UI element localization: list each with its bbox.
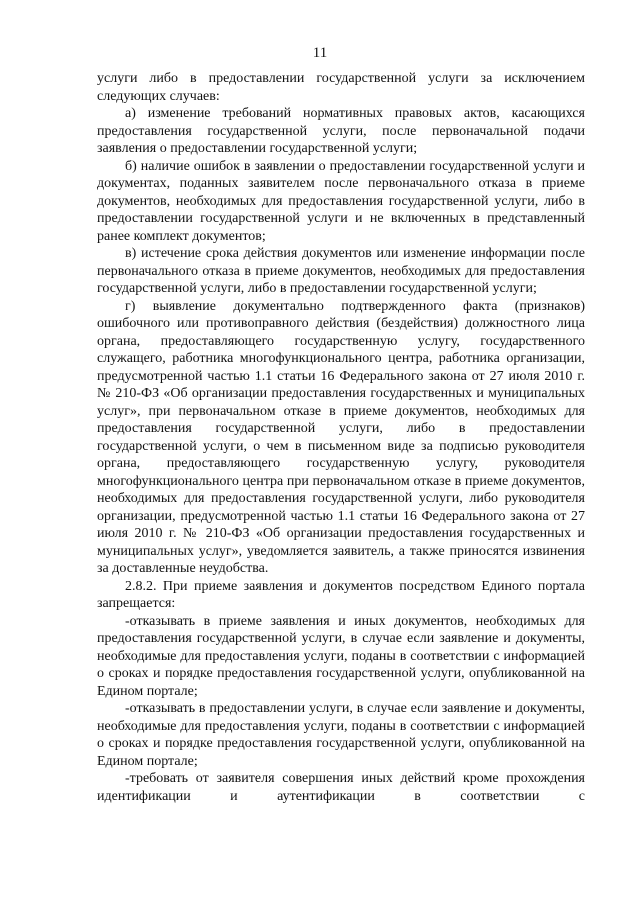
paragraph-continuation: услуги либо в предоставлении государственной услуги за исключением следующих случаев: [97, 71, 585, 104]
document-body [97, 70, 585, 805]
paragraph-section-2-8-2: 2.8.2. При приеме заявления и документов посредством Единого портала запрещается: [97, 578, 585, 611]
page-number: 11 [312, 45, 328, 61]
paragraph-prohibition-2: -отказывать в предоставлении услуги, в случае если заявление и документы, необходимые для предоставления услуги, поданы в соответствии с информацией о сроках и порядке предоставления государственной услуги, опубликованной на Едином портале; [97, 701, 585, 769]
paragraph-prohibition-3: -требовать от заявителя совершения иных действий кроме прохождения идентификации и аутентификации в соответствии с [97, 771, 585, 804]
paragraph-prohibition-1: -отказывать в приеме заявления и иных документов, необходимых для предоставления государственной услуги, в случае если заявление и документы, необходимые для предоставления услуги, поданы в соответствии с информацией о сроках и порядке предоставления государственной услуги, опубликованной на Едином портале; [97, 613, 585, 699]
paragraph-item-g: г) выявление документально подтвержденного факта (признаков) ошибочного или противоправного действия (бездействия) должностного лица органа, предоставляющего государственную услугу, государственного служащего, работника многофункционального центра, работника организации, предусмотренной частью 1.1 статьи 16 Федерального закона от 27 июля 2010 г. № 210-ФЗ «Об организации предоставления государственных и муниципальных услуг», при первоначальном отказе в приеме документов, необходимых для предоставления государственной услуги, либо в предоставлении государственной услуги, о чем в письменном виде за подписью руководителя органа, предоставляющего государственную услугу, руководителя многофункционального центра при первоначальном отказе в приеме документов, необходимых для предоставления государственной услуги, либо руководителя организации, предусмотренной частью 1.1 статьи 16 Федерального закона от 27 июля 2010 г. № 210-ФЗ «Об организации предоставления государственных и муниципальных услуг», уведомляется заявитель, а также приносятся извинения за доставленные неудобства. [97, 298, 585, 576]
paragraph-item-v: в) истечение срока действия документов или изменение информации после первоначального отказа в приеме документов, необходимых для предоставления государственной услуги, либо в предоставлении государственной услуги; [97, 246, 585, 296]
paragraph-item-b: б) наличие ошибок в заявлении о предоставлении государственной услуги и документах, поданных заявителем после первоначального отказа в приеме документов, необходимых для предоставления государственной услуги, либо в предоставлении государственной услуги и не включенных в представленный ранее комплект документов; [97, 158, 585, 244]
paragraph-item-a: а) изменение требований нормативных правовых актов, касающихся предоставления государственной услуги, после первоначальной подачи заявления о предоставлении государственной услуги; [97, 106, 585, 156]
